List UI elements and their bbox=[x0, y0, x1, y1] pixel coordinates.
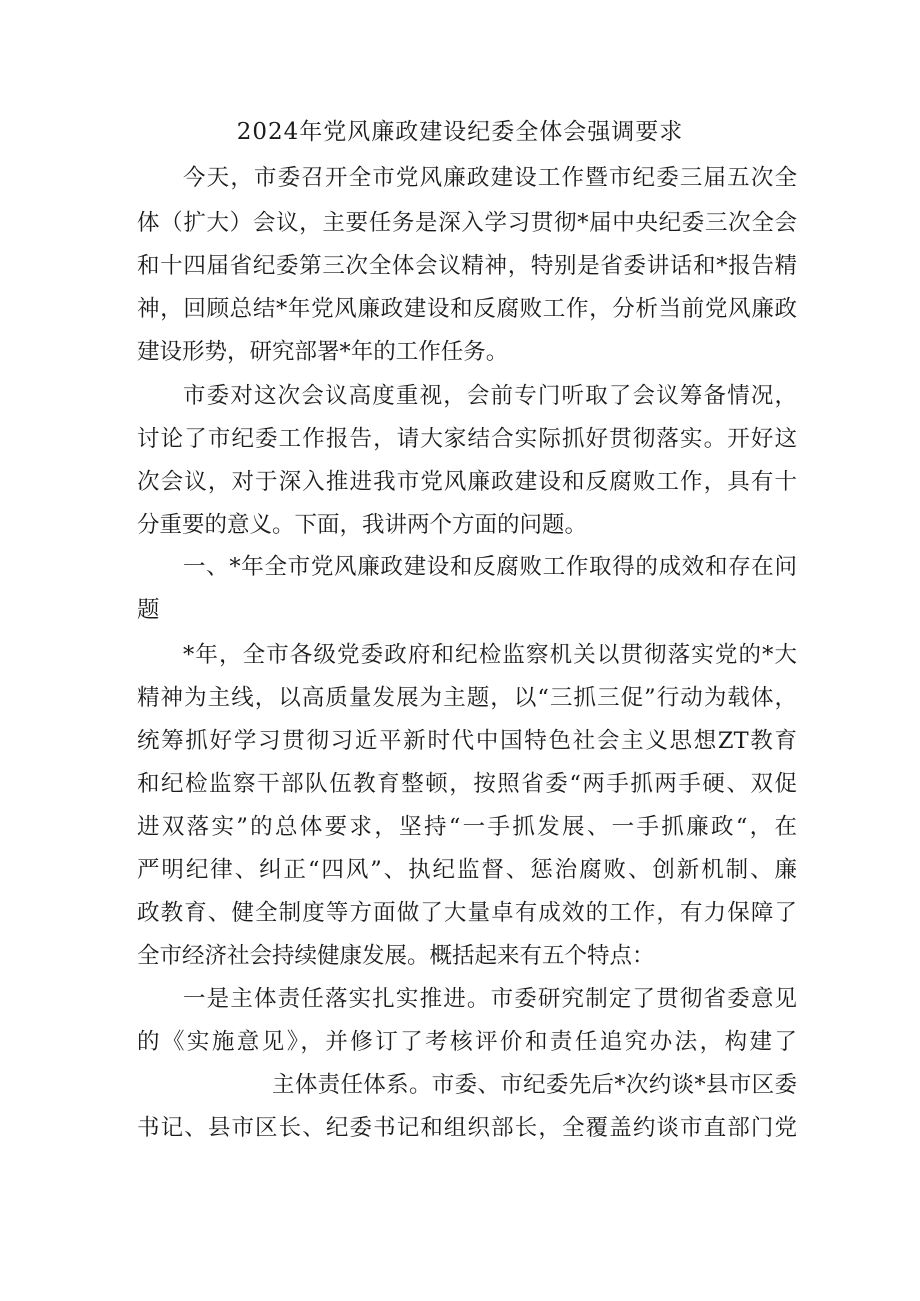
document-title: 2024年党风廉政建设纪委全体会强调要求 bbox=[236, 119, 684, 145]
paragraph-line: 分重要的意义。下面，我讲两个方面的问题。 bbox=[137, 512, 588, 538]
paragraph-line: 精神为主线，以高质量发展为主题，以“三抓三促”行动为载体， bbox=[137, 685, 797, 711]
paragraph-line: 今天，市委召开全市党风廉政建设工作暨市纪委三届五次全 bbox=[183, 165, 797, 191]
paragraph-line: 神，回顾总结*年党风廉政建设和反腐败工作，分析当前党风廉政 bbox=[137, 296, 797, 322]
paragraph-line: 建设形势，研究部署*年的工作任务。 bbox=[137, 339, 509, 365]
section-heading-line: 一、*年全市党风廉政建设和反腐败工作取得的成效和存在问 bbox=[183, 554, 797, 580]
paragraph-line: 讨论了市纪委工作报告，请大家结合实际抓好贯彻落实。开好这 bbox=[137, 426, 797, 452]
paragraph-line: 严明纪律、纠正“四风”、执纪监督、惩治腐败、创新机制、廉 bbox=[137, 857, 797, 883]
paragraph-line: 政教育、健全制度等方面做了大量卓有成效的工作，有力保障了 bbox=[137, 900, 797, 926]
paragraph-line: 书记、县市区长、纪委书记和组织部长，全覆盖约谈市直部门党 bbox=[137, 1115, 797, 1141]
paragraph-line: 进双落实”的总体要求，坚持“一手抓发展、一手抓廉政“，在 bbox=[137, 814, 797, 840]
paragraph-line: 一是主体责任落实扎实推进。市委研究制定了贯彻省委意见 bbox=[183, 986, 797, 1012]
section-heading-line: 题 bbox=[137, 597, 160, 623]
paragraph-line: 统筹抓好学习贯彻习近平新时代中国特色社会主义思想ZT教育 bbox=[137, 728, 797, 754]
paragraph-line: 体（扩大）会议，主要任务是深入学习贯彻*届中央纪委三次全会 bbox=[137, 210, 797, 236]
paragraph-line: 市委对这次会议高度重视，会前专门听取了会议筹备情况， bbox=[183, 383, 797, 409]
paragraph-line: 和纪检监察干部队伍教育整顿，按照省委“两手抓两手硬、双促 bbox=[137, 771, 797, 797]
paragraph-line: 主体责任体系。市委、市纪委先后*次约谈*县市区委 bbox=[272, 1072, 797, 1098]
paragraph-line: 的《实施意见》，并修订了考核评价和责任追究办法，构建了 bbox=[137, 1029, 797, 1055]
paragraph-line: 次会议，对于深入推进我市党风廉政建设和反腐败工作，具有十 bbox=[137, 469, 797, 495]
paragraph-line: 全市经济社会持续健康发展。概括起来有五个特点： bbox=[137, 943, 655, 969]
paragraph-line: *年，全市各级党委政府和纪检监察机关以贯彻落实党的*大 bbox=[183, 642, 797, 668]
paragraph-line: 和十四届省纪委第三次全体会议精神，特别是省委讲话和*报告精 bbox=[137, 253, 797, 279]
